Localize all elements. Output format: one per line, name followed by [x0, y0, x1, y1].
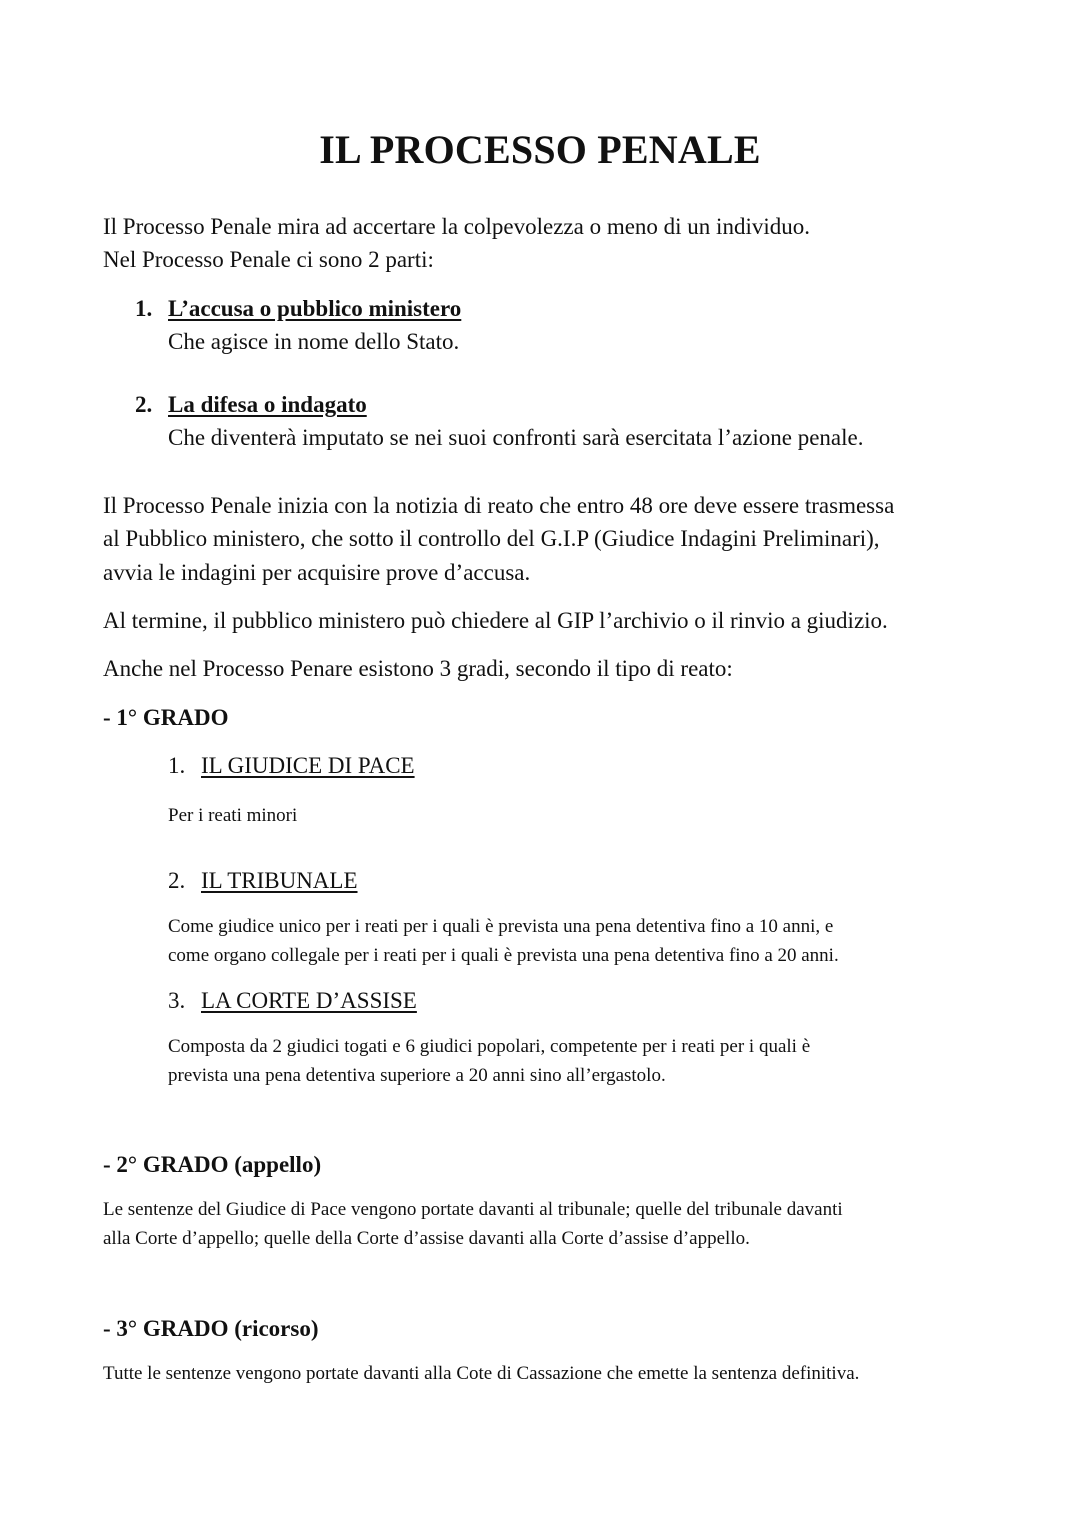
grado-3-line-1: Tutte le sentenze vengono portate davanti alla Cote di Cassazione che emette la sentenza definitiva.	[103, 1363, 860, 1384]
grado-3-heading: - 3° GRADO (ricorso)	[103, 1316, 319, 1341]
grado-2-line-1: Le sentenze del Giudice di Pace vengono portate davanti al tribunale; quelle del tribunale davanti	[103, 1199, 843, 1220]
intro-line-2: Nel Processo Penale ci sono 2 parti:	[103, 247, 434, 272]
grado-1-item-1-number: 1.	[168, 753, 186, 778]
grado-2-heading: - 2° GRADO (appello)	[103, 1152, 322, 1177]
grado-1-item-2-heading: IL TRIBUNALE	[201, 868, 358, 893]
grado-1-item-1-heading: IL GIUDICE DI PACE	[201, 753, 415, 778]
grado-1-item-3-heading: LA CORTE D’ASSISE	[201, 988, 417, 1013]
grado-2-line-2: alla Corte d’appello; quelle della Corte d’assise davanti alla Corte d’assise d’appello.	[103, 1228, 750, 1249]
grado-1-item-2-line-1: Come giudice unico per i reati per i quali è prevista una pena detentiva fino a 10 anni, e	[168, 916, 834, 937]
page-title: IL PROCESSO PENALE	[319, 127, 761, 172]
party-2-number: 2.	[135, 392, 153, 417]
grado-1-item-2-line-2: come organo collegale per i reati per i quali è prevista una pena detentiva fino a 20 anni.	[168, 945, 839, 966]
grado-1-heading: - 1° GRADO	[103, 705, 229, 730]
party-1-heading: L’accusa o pubblico ministero	[168, 296, 462, 321]
paragraph-degrees-intro: Anche nel Processo Penare esistono 3 gradi, secondo il tipo di reato:	[103, 656, 733, 681]
grado-1-item-3-number: 3.	[168, 988, 186, 1013]
intro-line-1: Il Processo Penale mira ad accertare la colpevolezza o meno di un individuo.	[103, 214, 810, 239]
paragraph-end: Al termine, il pubblico ministero può chiedere al GIP l’archivio o il rinvio a giudizio.	[103, 608, 888, 633]
grado-1-item-2-number: 2.	[168, 868, 186, 893]
party-2-description: Che diventerà imputato se nei suoi confronti sarà esercitata l’azione penale.	[168, 425, 864, 450]
grado-1-item-3-line-1: Composta da 2 giudici togati e 6 giudici popolari, competente per i reati per i quali è	[168, 1036, 811, 1057]
grado-1-item-1-line-1: Per i reati minori	[168, 805, 298, 826]
party-2-heading: La difesa o indagato	[168, 392, 367, 417]
paragraph-start-line-1: Il Processo Penale inizia con la notizia di reato che entro 48 ore deve essere trasmessa	[103, 493, 895, 518]
party-1-number: 1.	[135, 296, 153, 321]
paragraph-start-line-2: al Pubblico ministero, che sotto il controllo del G.I.P (Giudice Indagini Preliminari),	[103, 526, 880, 551]
party-1-description: Che agisce in nome dello Stato.	[168, 329, 460, 354]
grado-1-item-3-line-2: prevista una pena detentiva superiore a 20 anni sino all’ergastolo.	[168, 1065, 666, 1086]
paragraph-start-line-3: avvia le indagini per acquisire prove d’accusa.	[103, 560, 531, 585]
